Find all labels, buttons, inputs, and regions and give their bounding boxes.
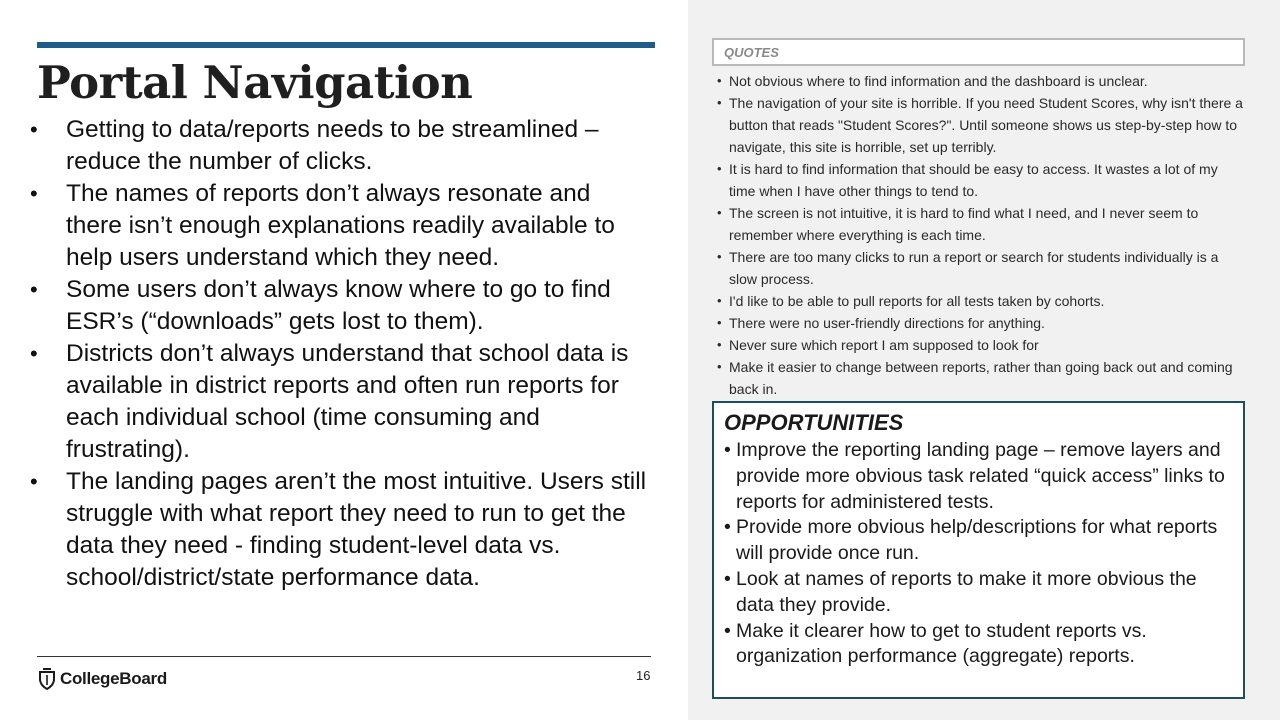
opportunity-text: Make it clearer how to get to student reports vs. organization performance (aggregate) reports.	[736, 619, 1147, 668]
title-accent-rule	[37, 42, 655, 48]
quote-item	[716, 70, 1244, 92]
opportunity-text: Look at names of reports to make it more obvious the data they provide.	[736, 567, 1197, 616]
bullet-text: The names of reports don’t always resonate and there isn’t enough explanations readily available to help users understand which they need.	[66, 180, 615, 271]
opportunity-item	[724, 619, 1233, 671]
quote-bullet: •	[717, 161, 722, 176]
bullet-dot: •	[30, 117, 38, 142]
bullet-dot: •	[30, 341, 38, 366]
collegeboard-logo	[38, 668, 167, 690]
opportunity-item	[724, 515, 1233, 567]
opportunities-list	[724, 438, 1233, 670]
opportunities-box	[712, 401, 1245, 699]
quotes-list	[716, 70, 1244, 400]
bullet-text: Some users don’t always know where to go to find ESR’s (“downloads” gets lost to them).	[66, 276, 611, 335]
quote-bullet: •	[717, 293, 722, 308]
quotes-header: QUOTES	[712, 38, 1245, 66]
quote-bullet: •	[717, 359, 722, 374]
quote-item	[716, 158, 1244, 202]
quote-bullet: •	[717, 315, 722, 330]
bullet-item	[28, 338, 648, 466]
bullet-text: Getting to data/reports needs to be streamlined – reduce the number of clicks.	[66, 116, 599, 175]
quote-item	[716, 290, 1244, 312]
quote-text: The screen is not intuitive, it is hard to find what I need, and I never seem to remember where everything is each time.	[729, 205, 1199, 243]
page-number: 16	[636, 668, 651, 683]
bullet-dot: •	[30, 181, 38, 206]
opportunity-text: Provide more obvious help/descriptions for what reports will provide once run.	[736, 516, 1218, 565]
main-bullet-list	[28, 114, 648, 594]
opportunity-item	[724, 567, 1233, 619]
quote-bullet: •	[717, 95, 722, 110]
quote-text: There are too many clicks to run a report or search for students individually is a slow process.	[729, 249, 1219, 287]
quote-item	[716, 92, 1244, 158]
bullet-text: Districts don’t always understand that school data is available in district reports and often run reports for each individual school (time consuming and frustrating).	[66, 340, 629, 463]
bullet-dot: •	[30, 469, 38, 494]
quote-text: It is hard to find information that should be easy to access. It wastes a lot of my time when I have other things to tend to.	[729, 161, 1218, 199]
acorn-icon	[38, 668, 56, 690]
quote-text: Not obvious where to find information and the dashboard is unclear.	[729, 73, 1148, 89]
bullet-item	[28, 466, 648, 594]
opportunities-title: OPPORTUNITIES	[724, 410, 904, 435]
opportunity-item	[724, 438, 1233, 515]
bullet-item	[28, 274, 648, 338]
footer-rule	[37, 656, 651, 657]
bullet-dot: •	[30, 277, 38, 302]
quote-item	[716, 246, 1244, 290]
quote-item	[716, 312, 1244, 334]
opportunity-bullet: •	[724, 439, 731, 461]
quote-bullet: •	[717, 337, 722, 352]
quote-text: Make it easier to change between reports, rather than going back out and coming back in.	[729, 359, 1233, 397]
opportunity-bullet: •	[724, 619, 731, 642]
quote-bullet: •	[717, 205, 722, 220]
quote-text: The navigation of your site is horrible. If you need Student Scores, why isn't there a button that reads "Student Scores?". Until someone shows us step-by-step how to navigate, this site is horrible, set up terribly.	[729, 95, 1243, 155]
logo-text: CollegeBoard	[60, 669, 167, 688]
quote-text: There were no user-friendly directions for anything.	[729, 315, 1045, 331]
quote-text: Never sure which report I am supposed to look for	[729, 337, 1039, 353]
quote-text: I'd like to be able to pull reports for all tests taken by cohorts.	[729, 293, 1105, 309]
opportunity-bullet: •	[724, 567, 731, 590]
page-title: Portal Navigation	[37, 56, 473, 109]
quote-item	[716, 334, 1244, 356]
opportunity-bullet: •	[724, 516, 731, 539]
bullet-item	[28, 178, 648, 274]
quote-item	[716, 202, 1244, 246]
bullet-text: The landing pages aren’t the most intuitive. Users still struggle with what report they need to run to get the data they need - finding student-level data vs. school/district/state performance data.	[66, 468, 647, 591]
bullet-item	[28, 114, 648, 178]
quote-bullet: •	[717, 249, 722, 264]
quote-item	[716, 356, 1244, 400]
quote-bullet: •	[717, 73, 722, 88]
opportunity-text: Improve the reporting landing page – remove layers and provide more obvious task related “quick access” links to reports for administered tests.	[736, 439, 1225, 513]
